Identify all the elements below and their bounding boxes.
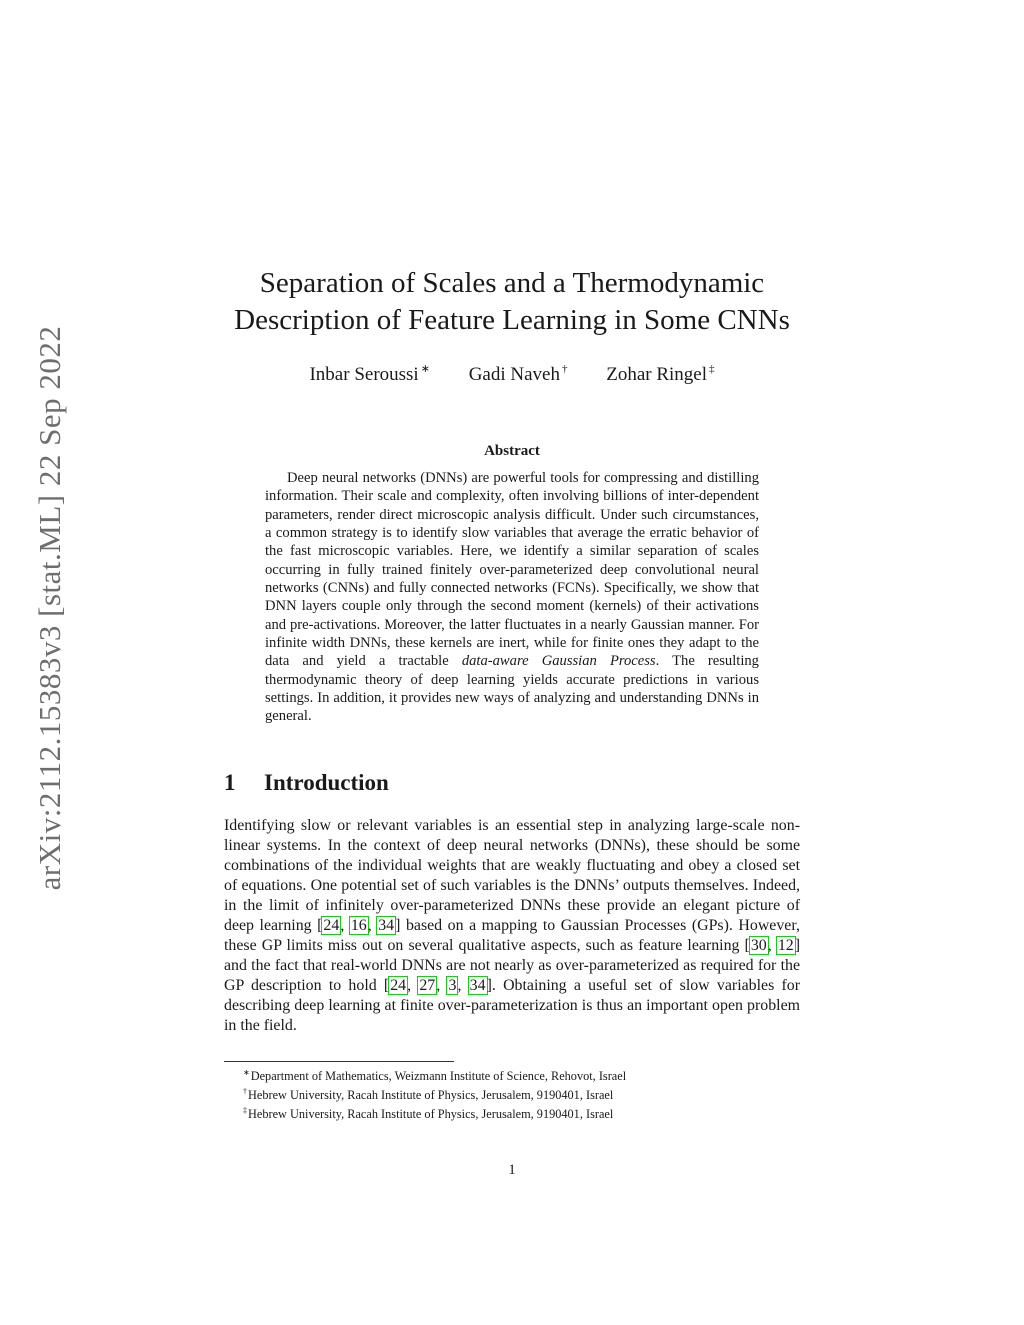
citation-separator: , [340, 917, 350, 934]
citation-link[interactable]: 16 [350, 917, 367, 934]
intro-text-segment: ] based on a mapping to Gaussian Processes (GPs). However, these GP limits miss out on several qualitative aspects, such as feature learning [ [224, 917, 800, 954]
citation-separator: , [407, 977, 419, 994]
introduction-paragraph [224, 816, 800, 1036]
footnote-1 [224, 1065, 626, 1084]
paper-title-line-1: Separation of Scales and a Thermodynamic [259, 267, 765, 299]
citation-separator: , [436, 977, 448, 994]
footnote-3 [224, 1103, 626, 1122]
abstract-body [265, 469, 759, 726]
citation-link[interactable]: 30 [750, 937, 767, 954]
footnotes [224, 1065, 626, 1123]
citation-link[interactable]: 27 [419, 977, 436, 994]
intro-text-segment: Identifying slow or relevant variables is an essential step in analyzing large-scale non-linear systems. In the context of deep neural networks (DNNs), these should be some combinations of the individual weights that are weakly fluctuating and obey a closed set of equations. One potential set of such variables is the DNNs’ outputs themselves. Indeed, in the limit of infinitely over-parameterized DNNs these provide an elegant picture of deep learning [ [224, 817, 800, 934]
author-name: Zohar Ringel [606, 364, 707, 385]
citation-link[interactable]: 34 [378, 917, 395, 934]
citation-separator: , [457, 977, 469, 994]
author-affiliation-mark: ‡ [709, 363, 715, 375]
citation-link[interactable]: 34 [469, 977, 486, 994]
arxiv-identifier-text: arXiv:2112.15383v3 [stat.ML] 22 Sep 2022 [32, 325, 67, 891]
citation-link[interactable]: 12 [777, 937, 794, 954]
citation-link[interactable]: 24 [323, 917, 340, 934]
footnote-mark: ‡ [243, 1106, 247, 1116]
paper-title [180, 265, 844, 339]
author-1 [309, 362, 429, 386]
intro-text-segment: ]. Obtaining a useful set of slow variables for describing deep learning at finite over-parameterization is thus an important open problem in the field. [224, 977, 801, 1034]
author-name: Inbar Seroussi [309, 364, 419, 385]
footnote-text: Department of Mathematics, Weizmann Institute of Science, Rehovot, Israel [250, 1069, 627, 1083]
citation-separator: , [767, 937, 777, 954]
footnote-text: Hebrew University, Racah Institute of Physics, Jerusalem, 9190401, Israel [248, 1107, 614, 1122]
abstract-text-main: Deep neural networks (DNNs) are powerful tools for compressing and distilling information. Their scale and complexity, often involving billions of inter-dependent parameters, render direct microscopic analysis difficult. Under such circumstances, a common strategy is to identify slow variables that average the erratic behavior of the fast microscopic variables. Here, we identify a similar separation of scales occurring in fully trained finitely over-parameterized deep convolutional neural networks (CNNs) and fully connected networks (FCNs). Specifically, we show that DNN layers couple only through the second moment (kernels) of their activations and pre-activations. Moreover, the latter fluctuates in a nearly Gaussian manner. For infinite width DNNs, these kernels are inert, while for finite ones they adapt to the data and yield a tractable [265, 470, 759, 670]
section-heading-introduction [224, 770, 389, 796]
footnote-divider [224, 1061, 454, 1062]
author-3 [606, 363, 714, 386]
author-affiliation-mark: † [561, 363, 568, 375]
author-2 [469, 363, 568, 386]
footnote-mark: † [243, 1087, 247, 1097]
author-list [180, 362, 844, 386]
citation-link[interactable]: 24 [390, 977, 407, 994]
citation-link[interactable]: 3 [448, 977, 457, 994]
abstract-italic-term: data-aware Gaussian Process [461, 653, 656, 670]
section-title: Introduction [264, 770, 389, 795]
author-name: Gadi Naveh [468, 364, 560, 385]
footnote-text: Hebrew University, Racah Institute of Physics, Jerusalem, 9190401, Israel [248, 1088, 614, 1103]
paper-title-line-2: Description of Feature Learning in Some CNNs [234, 304, 790, 336]
section-number: 1 [224, 770, 236, 795]
footnote-2 [224, 1084, 626, 1103]
footnote-mark: ∗ [243, 1068, 250, 1077]
abstract-heading: Abstract [484, 443, 540, 459]
intro-text-segment: ] and the fact that real-world DNNs are not nearly as over-parameterized as required for the GP description to hold [ [224, 937, 801, 994]
page-number: 1 [508, 1162, 516, 1178]
author-affiliation-mark: ∗ [420, 363, 430, 375]
abstract-text-end: . The resulting thermodynamic theory of deep learning yields accurate predictions in various settings. In addition, it provides new ways of analyzing and understanding DNNs in general. [265, 653, 759, 725]
citation-separator: , [367, 917, 378, 934]
